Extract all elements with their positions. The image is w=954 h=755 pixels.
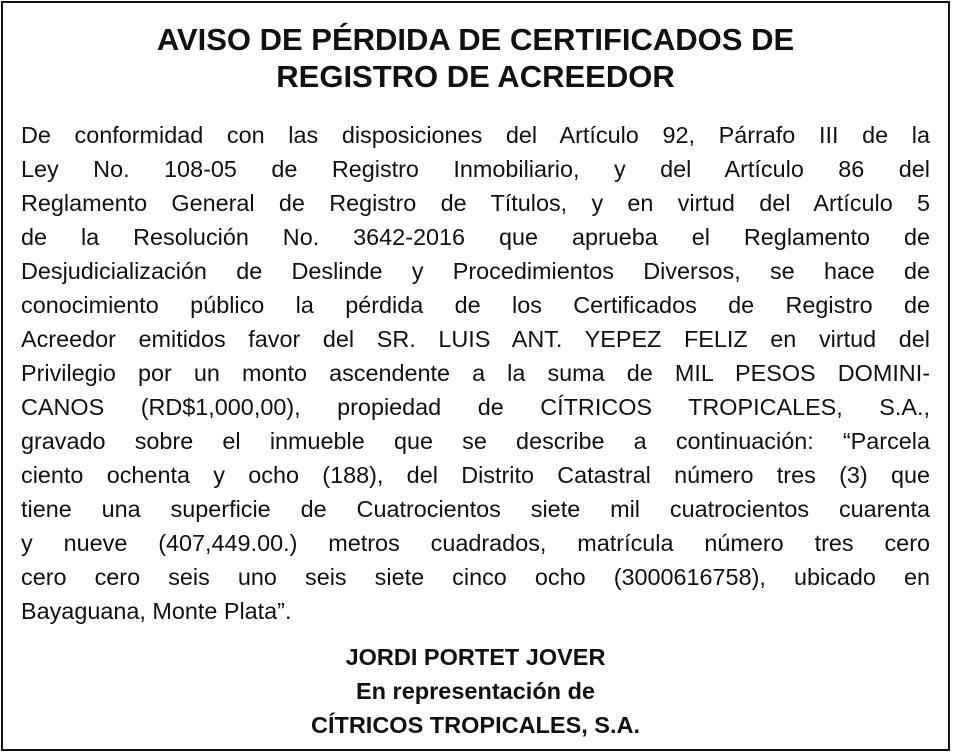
- body-line: De conformidad con las disposiciones del Artículo 92, Párrafo III de la: [21, 122, 930, 148]
- body-line: Ley No. 108-05 de Registro Inmobiliario, y del Artículo 86 del: [21, 156, 930, 182]
- body-line: ciento ochenta y ocho (188), del Distrito Catastral número tres (3) que: [21, 462, 930, 488]
- notice-body: [21, 118, 930, 628]
- body-line: gravado sobre el inmueble que se describe a continuación: “Parcela: [21, 428, 930, 454]
- notice-title: [13, 21, 938, 95]
- body-line: CANOS (RD$1,000,00), propiedad de CÍTRICOS TROPICALES, S.A.,: [21, 394, 930, 420]
- title-line-1: AVISO DE PÉRDIDA DE CERTIFICADOS DE: [156, 22, 795, 57]
- body-line: Desjudicialización de Deslinde y Procedimientos Diversos, se hace de: [21, 258, 930, 284]
- signature-block: [13, 640, 938, 742]
- notice-frame: [1, 1, 950, 751]
- body-line: Privilegio por un monto ascendente a la suma de MIL PESOS DOMINI-: [21, 360, 930, 386]
- body-line: de la Resolución No. 3642-2016 que aprueba el Reglamento de: [21, 224, 930, 250]
- signatory-role: En representación de: [356, 678, 595, 704]
- signatory-name: JORDI PORTET JOVER: [345, 644, 606, 670]
- body-line: tiene una superficie de Cuatrocientos siete mil cuatrocientos cuarenta: [21, 496, 930, 522]
- body-line: conocimiento público la pérdida de los Certificados de Registro de: [21, 292, 930, 318]
- body-line: cero cero seis uno seis siete cinco ocho (3000616758), ubicado en: [21, 564, 930, 590]
- represented-company: CÍTRICOS TROPICALES, S.A.: [310, 712, 641, 738]
- body-line: y nueve (407,449.00.) metros cuadrados, matrícula número tres cero: [21, 530, 930, 556]
- body-line: Reglamento General de Registro de Títulos, y en virtud del Artículo 5: [21, 190, 930, 216]
- body-line: Acreedor emitidos favor del SR. LUIS ANT. YEPEZ FELIZ en virtud del: [21, 326, 930, 352]
- body-line: Bayaguana, Monte Plata”.: [21, 598, 292, 624]
- title-line-2: REGISTRO DE ACREEDOR: [276, 59, 675, 94]
